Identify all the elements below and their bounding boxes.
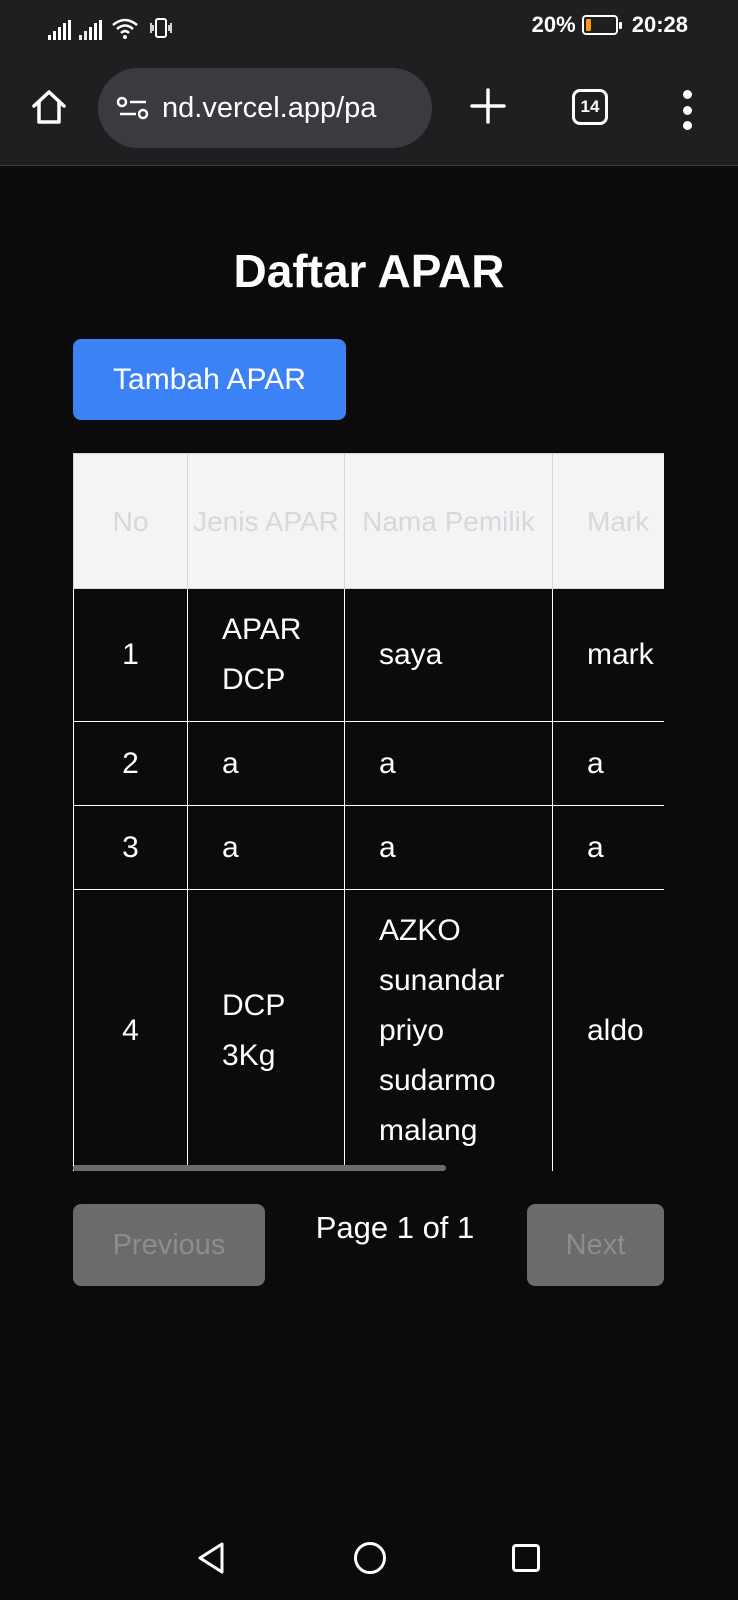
cell-jenis: APAR DCP: [188, 589, 345, 722]
new-tab-icon[interactable]: [466, 84, 510, 128]
status-icons-left: [48, 14, 174, 40]
url-text[interactable]: nd.vercel.app/pa: [162, 91, 377, 124]
header-merk: Mark: [553, 454, 665, 589]
home-icon[interactable]: [28, 86, 70, 128]
table-header-row: [74, 454, 665, 589]
page-indicator: Page 1 of 1: [315, 1210, 475, 1245]
back-nav-icon[interactable]: [194, 1540, 228, 1576]
tab-switcher-button[interactable]: [572, 89, 608, 125]
cell-no: 2: [74, 722, 188, 806]
address-bar[interactable]: [98, 68, 432, 148]
header-jenis-apar: Jenis APAR: [188, 454, 345, 589]
cell-no: 1: [74, 589, 188, 722]
signal-icon: [48, 20, 71, 40]
battery-percent: 20%: [531, 12, 576, 37]
cell-nama: a: [345, 806, 553, 890]
cell-nama: saya: [345, 589, 553, 722]
cell-nama: AZKO sunandar priyo sudarmo malang: [345, 890, 553, 1172]
cell-merk: a: [553, 806, 665, 890]
apar-table: [73, 453, 664, 1171]
table-row: [74, 589, 665, 722]
add-apar-button[interactable]: Tambah APAR: [73, 339, 346, 420]
home-nav-icon[interactable]: [354, 1542, 386, 1574]
page-title: Daftar APAR: [233, 245, 505, 297]
cell-jenis: a: [188, 806, 345, 890]
cell-merk: a: [553, 722, 665, 806]
tab-count: 14: [580, 97, 600, 116]
vibrate-icon: [148, 16, 174, 40]
cell-jenis: a: [188, 722, 345, 806]
status-bar: [0, 0, 738, 56]
horizontal-scrollbar[interactable]: [73, 1165, 446, 1171]
table-row: [74, 722, 665, 806]
recents-nav-icon[interactable]: [512, 1544, 540, 1572]
header-nama-pemilik: Nama Pemilik: [345, 454, 553, 589]
battery-fill: [586, 19, 592, 31]
battery-icon: [582, 15, 618, 35]
wifi-icon: [110, 16, 140, 40]
header-no: No: [74, 454, 188, 589]
status-icons-right: [532, 12, 688, 38]
cell-merk: aldo: [553, 890, 665, 1172]
cell-no: 4: [74, 890, 188, 1172]
cell-nama: a: [345, 722, 553, 806]
next-button[interactable]: Next: [527, 1204, 664, 1286]
more-menu-icon[interactable]: [680, 90, 694, 130]
cell-merk: mark: [553, 589, 665, 722]
cell-no: 3: [74, 806, 188, 890]
previous-button[interactable]: Previous: [73, 1204, 265, 1286]
clock: 20:28: [631, 12, 688, 37]
signal-icon-2: [79, 20, 102, 40]
browser-toolbar: [0, 56, 738, 166]
table-row: [74, 890, 665, 1172]
apar-table-container[interactable]: [73, 453, 664, 1171]
table-row: [74, 806, 665, 890]
site-settings-icon[interactable]: [116, 95, 150, 121]
cell-jenis: DCP 3Kg: [188, 890, 345, 1172]
